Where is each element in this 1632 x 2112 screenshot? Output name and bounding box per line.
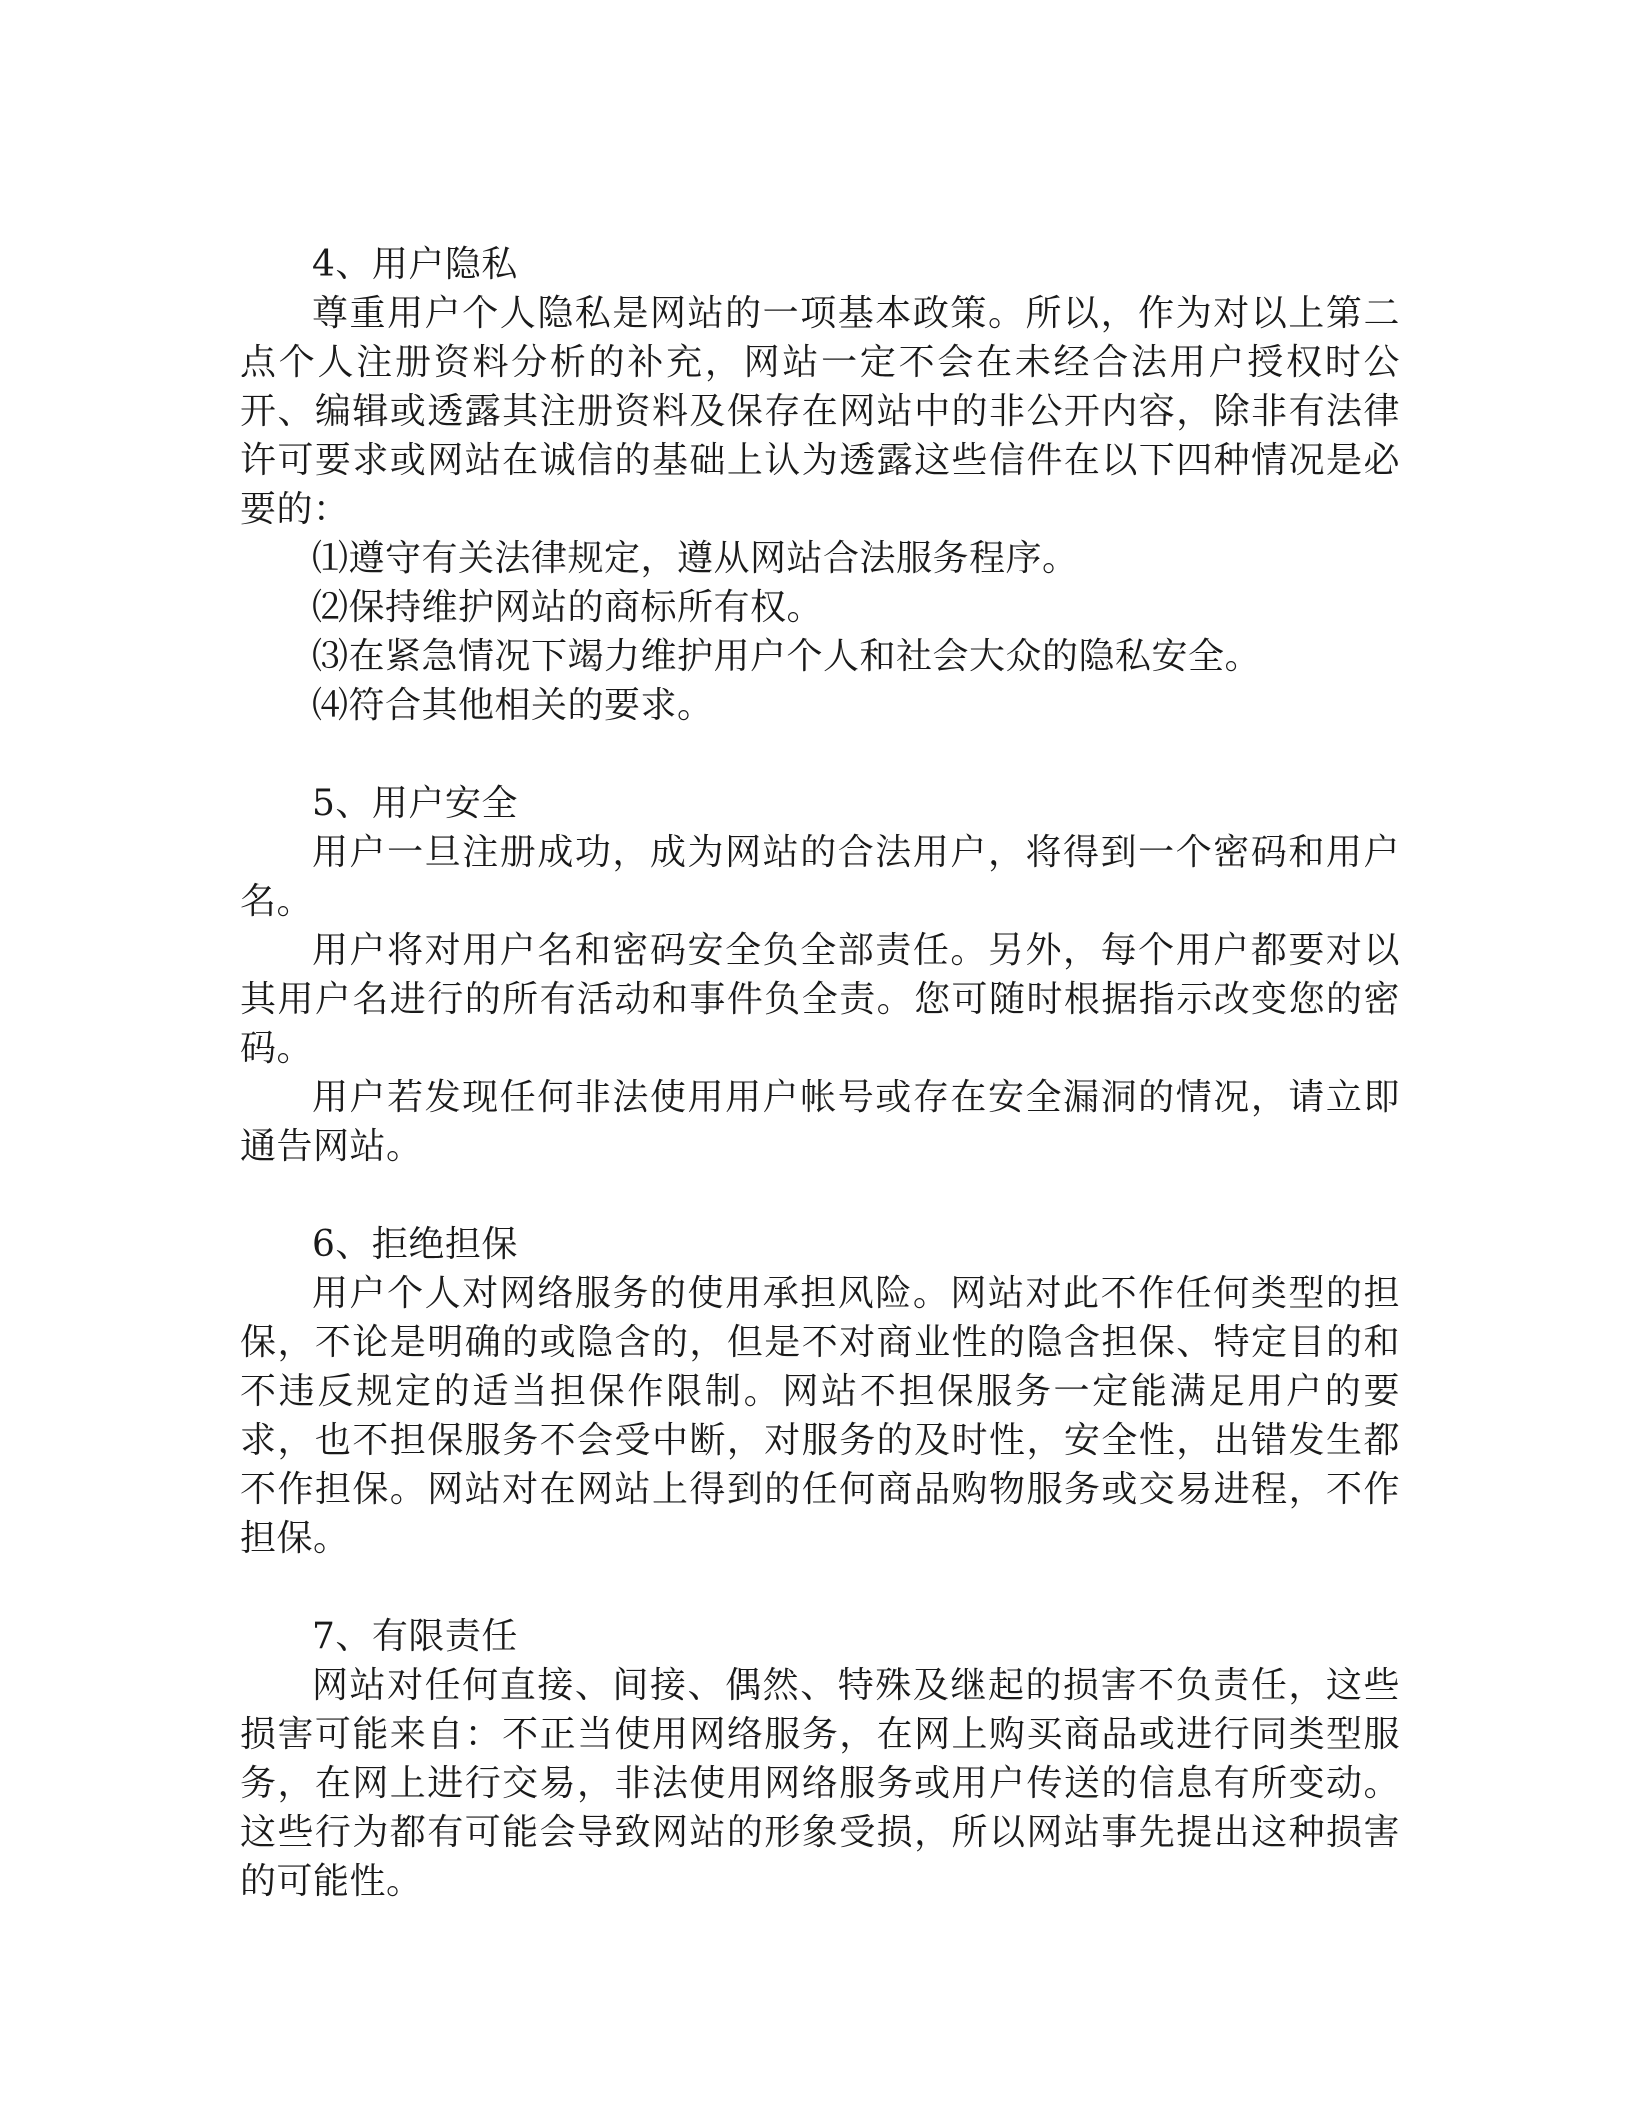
paragraph: 网站对任何直接、间接、偶然、特殊及继起的损害不负责任，这些损害可能来自：不正当使用网络服务，在网上购买商品或进行同类型服务，在网上进行交易，非法使用网络服务或用户传送的信息有所变动。这些行为都有可能会导致网站的形象受损，所以网站事先提出这种损害的可能性。	[240, 1665, 1400, 1902]
paragraph: 用户若发现任何非法使用用户帐号或存在安全漏洞的情况，请立即通告网站。	[240, 1077, 1400, 1167]
paragraph: 用户将对用户名和密码安全负全部责任。另外，每个用户都要对以其用户名进行的所有活动和事件负全责。您可随时根据指示改变您的密码。	[240, 930, 1400, 1069]
section-heading: 7、有限责任	[312, 1616, 518, 1657]
section-user-security	[240, 779, 1400, 1171]
section-heading: 6、拒绝担保	[312, 1224, 518, 1265]
section-disclaimer	[240, 1220, 1400, 1563]
list-item: ⑶在紧急情况下竭力维护用户个人和社会大众的隐私安全。	[312, 636, 1262, 677]
section-heading: 4、用户隐私	[312, 244, 518, 285]
paragraph: 用户一旦注册成功，成为网站的合法用户，将得到一个密码和用户名。	[240, 832, 1400, 922]
section-user-privacy	[240, 240, 1400, 730]
section-heading: 5、用户安全	[312, 783, 518, 824]
list-item: ⑷符合其他相关的要求。	[312, 685, 714, 726]
list-item: ⑵保持维护网站的商标所有权。	[312, 587, 824, 628]
section-limited-liability	[240, 1612, 1400, 1906]
paragraph: 用户个人对网络服务的使用承担风险。网站对此不作任何类型的担保，不论是明确的或隐含的，但是不对商业性的隐含担保、特定目的和不违反规定的适当担保作限制。网站不担保服务一定能满足用户的要求，也不担保服务不会受中断，对服务的及时性，安全性，出错发生都不作担保。网站对在网站上得到的任何商品购物服务或交易进程，不作担保。	[240, 1273, 1400, 1559]
list-item: ⑴遵守有关法律规定，遵从网站合法服务程序。	[312, 538, 1079, 579]
document-body	[240, 240, 1400, 1955]
paragraph: 尊重用户个人隐私是网站的一项基本政策。所以，作为对以上第二点个人注册资料分析的补充，网站一定不会在未经合法用户授权时公开、编辑或透露其注册资料及保存在网站中的非公开内容，除非有法律许可要求或网站在诚信的基础上认为透露这些信件在以下四种情况是必要的：	[240, 293, 1400, 530]
